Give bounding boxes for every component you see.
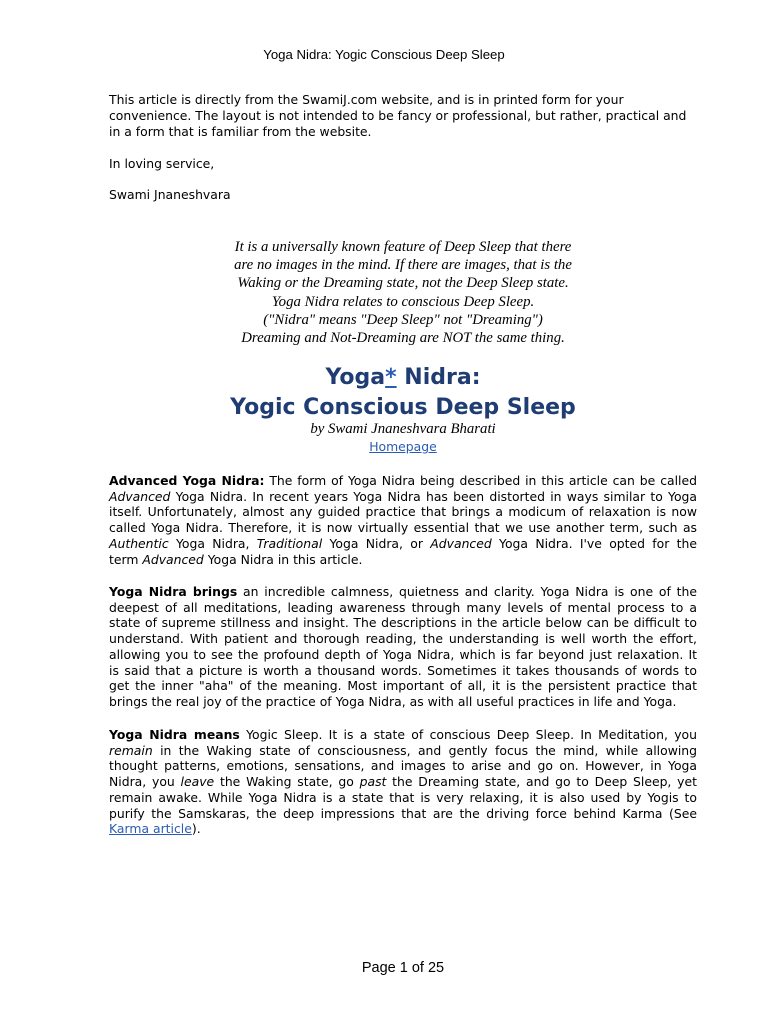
text-run: Yoga Nidra, or [322,535,431,551]
text-run: Yoga Nidra. In recent years Yoga Nidra has been distorted in ways similar to Yoga [170,488,697,504]
text-run: Yoga Nidra. I've opted for the [491,535,698,551]
text-run: the Dreaming state, and go to Deep Sleep, yet [386,774,697,790]
paragraph-yoga-nidra-brings [109,584,697,710]
paragraph-line [109,631,697,647]
paragraph-line [109,600,697,616]
intro-line: in a form that is familiar from the website. [109,124,372,139]
text-run: term [109,551,143,567]
italic-term: past [359,774,387,790]
paragraph-line [109,615,697,631]
text-run: deepest of all meditations, leading awareness through many levels of mental process to a [109,599,697,615]
lead-in-bold: Advanced Yoga Nidra: [109,473,265,488]
lead-in-bold: Yoga Nidra brings [109,584,238,599]
italic-term: Traditional [256,535,323,551]
italic-term: remain [109,742,153,758]
paragraph-line [109,790,697,806]
paragraph-line [109,743,697,759]
text-run: Nidra, you [109,774,181,790]
paragraph-line [109,473,697,489]
paragraph-line [109,663,697,679]
text-run: called Yoga Nidra. Therefore, it is now virtually essential that we use another term, such as [109,520,697,536]
paragraph-advanced-yoga-nidra [109,473,697,567]
paragraph-line [109,758,697,774]
article-title [109,363,697,423]
paragraph-yoga-nidra-means [109,727,697,837]
title-line-2: Yogic Conscious Deep Sleep [230,395,576,420]
text-run: state of supreme stillness and insight. The descriptions in the article below can be difficult to [109,615,697,631]
asterisk-link[interactable]: * [385,365,397,390]
text-run: Yoga Nidra, [168,535,257,551]
text-run: purify the Samskaras, the deep impressions that are the driving force behind Karma (See [109,805,697,821]
paragraph-line [109,806,697,822]
text-run: ). [191,821,201,837]
paragraph-line [109,647,697,663]
paragraph-line [109,821,697,837]
text-run: brings the real joy of the practice of Yoga Nidra, as with all useful practices in life and Yoga. [109,693,677,709]
quote-line: Dreaming and Not-Dreaming are NOT the same thing. [241,330,565,347]
quote-block [109,238,697,347]
paragraph-line [109,584,697,600]
italic-term: Advanced [109,488,171,504]
italic-term: Advanced [430,535,492,551]
quote-line: Yoga Nidra relates to conscious Deep Sleep. [271,293,535,310]
text-run: remain awake. While Yoga Nidra is a state that is very relaxing, it is also used by Yogis to [109,789,697,805]
text-run: understand. With patient and thorough reading, the understanding is well worth the effort, [109,631,697,647]
paragraph-line [109,774,697,790]
text-run: get the inner "aha" of the meaning. Most important of all, it is the persistent practice that [109,678,697,694]
text-run: the Waking state, go [214,774,360,790]
text-run: an incredible calmness, quietness and clarity. Yoga Nidra is one of the [237,584,697,599]
text-run: thought patterns, emotions, sensations, and images to arise and go on. However, in Yoga [109,758,697,774]
paragraph-line [109,489,697,505]
paragraph-line [109,727,697,743]
text-run: Yogic Sleep. It is a state of conscious Deep Sleep. In Meditation, you [239,727,697,742]
text-run: is said that a picture is worth a thousand words. Sometimes it takes thousands of words to [109,662,697,678]
paragraph-line [109,504,697,520]
karma-article-link[interactable]: Karma article [109,821,192,837]
homepage-row [109,439,697,455]
text-run: The form of Yoga Nidra being described in this article can be called [264,473,697,488]
quote-line: are no images in the mind. If there are images, that is the [234,257,572,274]
paragraph-line [109,520,697,536]
paragraph-line [109,552,697,568]
lead-in-bold: Yoga Nidra means [109,727,240,742]
page-footer: Page 1 of 25 [361,960,445,976]
signature: Swami Jnaneshvara [109,187,231,202]
intro-line: This article is directly from the SwamiJ.com website, and is in printed form for your [109,92,624,107]
homepage-link[interactable]: Homepage [369,439,437,454]
quote-line: It is a universally known feature of Deep Sleep that there [234,239,572,255]
quote-line: ("Nidra" means "Deep Sleep" not "Dreaming") [263,311,543,328]
paragraph-line [109,694,697,710]
title-word-yoga: Yoga [325,365,386,390]
title-line-1 [109,363,697,393]
byline: by Swami Jnaneshvara Bharati [310,421,496,437]
text-run: Yoga Nidra in this article. [203,551,363,567]
paragraph-line [109,536,697,552]
quote-line: Waking or the Dreaming state, not the Deep Sleep state. [237,275,569,292]
text-run: itself. Unfortunately, almost any guided practice that brings a modicum of relaxation is now [109,504,697,520]
text-run: allowing you to see the profound depth of Yoga Nidra, which is far beyond just relaxation. It [109,646,697,662]
title-word-nidra: Nidra: [396,365,481,390]
italic-term: Advanced [142,551,204,567]
intro-paragraph [109,92,697,140]
page-header: Yoga Nidra: Yogic Conscious Deep Sleep [263,47,505,62]
paragraph-line [109,678,697,694]
intro-line: convenience. The layout is not intended to be fancy or professional, but rather, practical and [109,108,687,123]
closing-line: In loving service, [109,156,215,171]
text-run: in the Waking state of consciousness, and gently focus the mind, while allowing [152,742,697,758]
italic-term: Authentic [109,535,169,551]
italic-term: leave [180,774,215,790]
